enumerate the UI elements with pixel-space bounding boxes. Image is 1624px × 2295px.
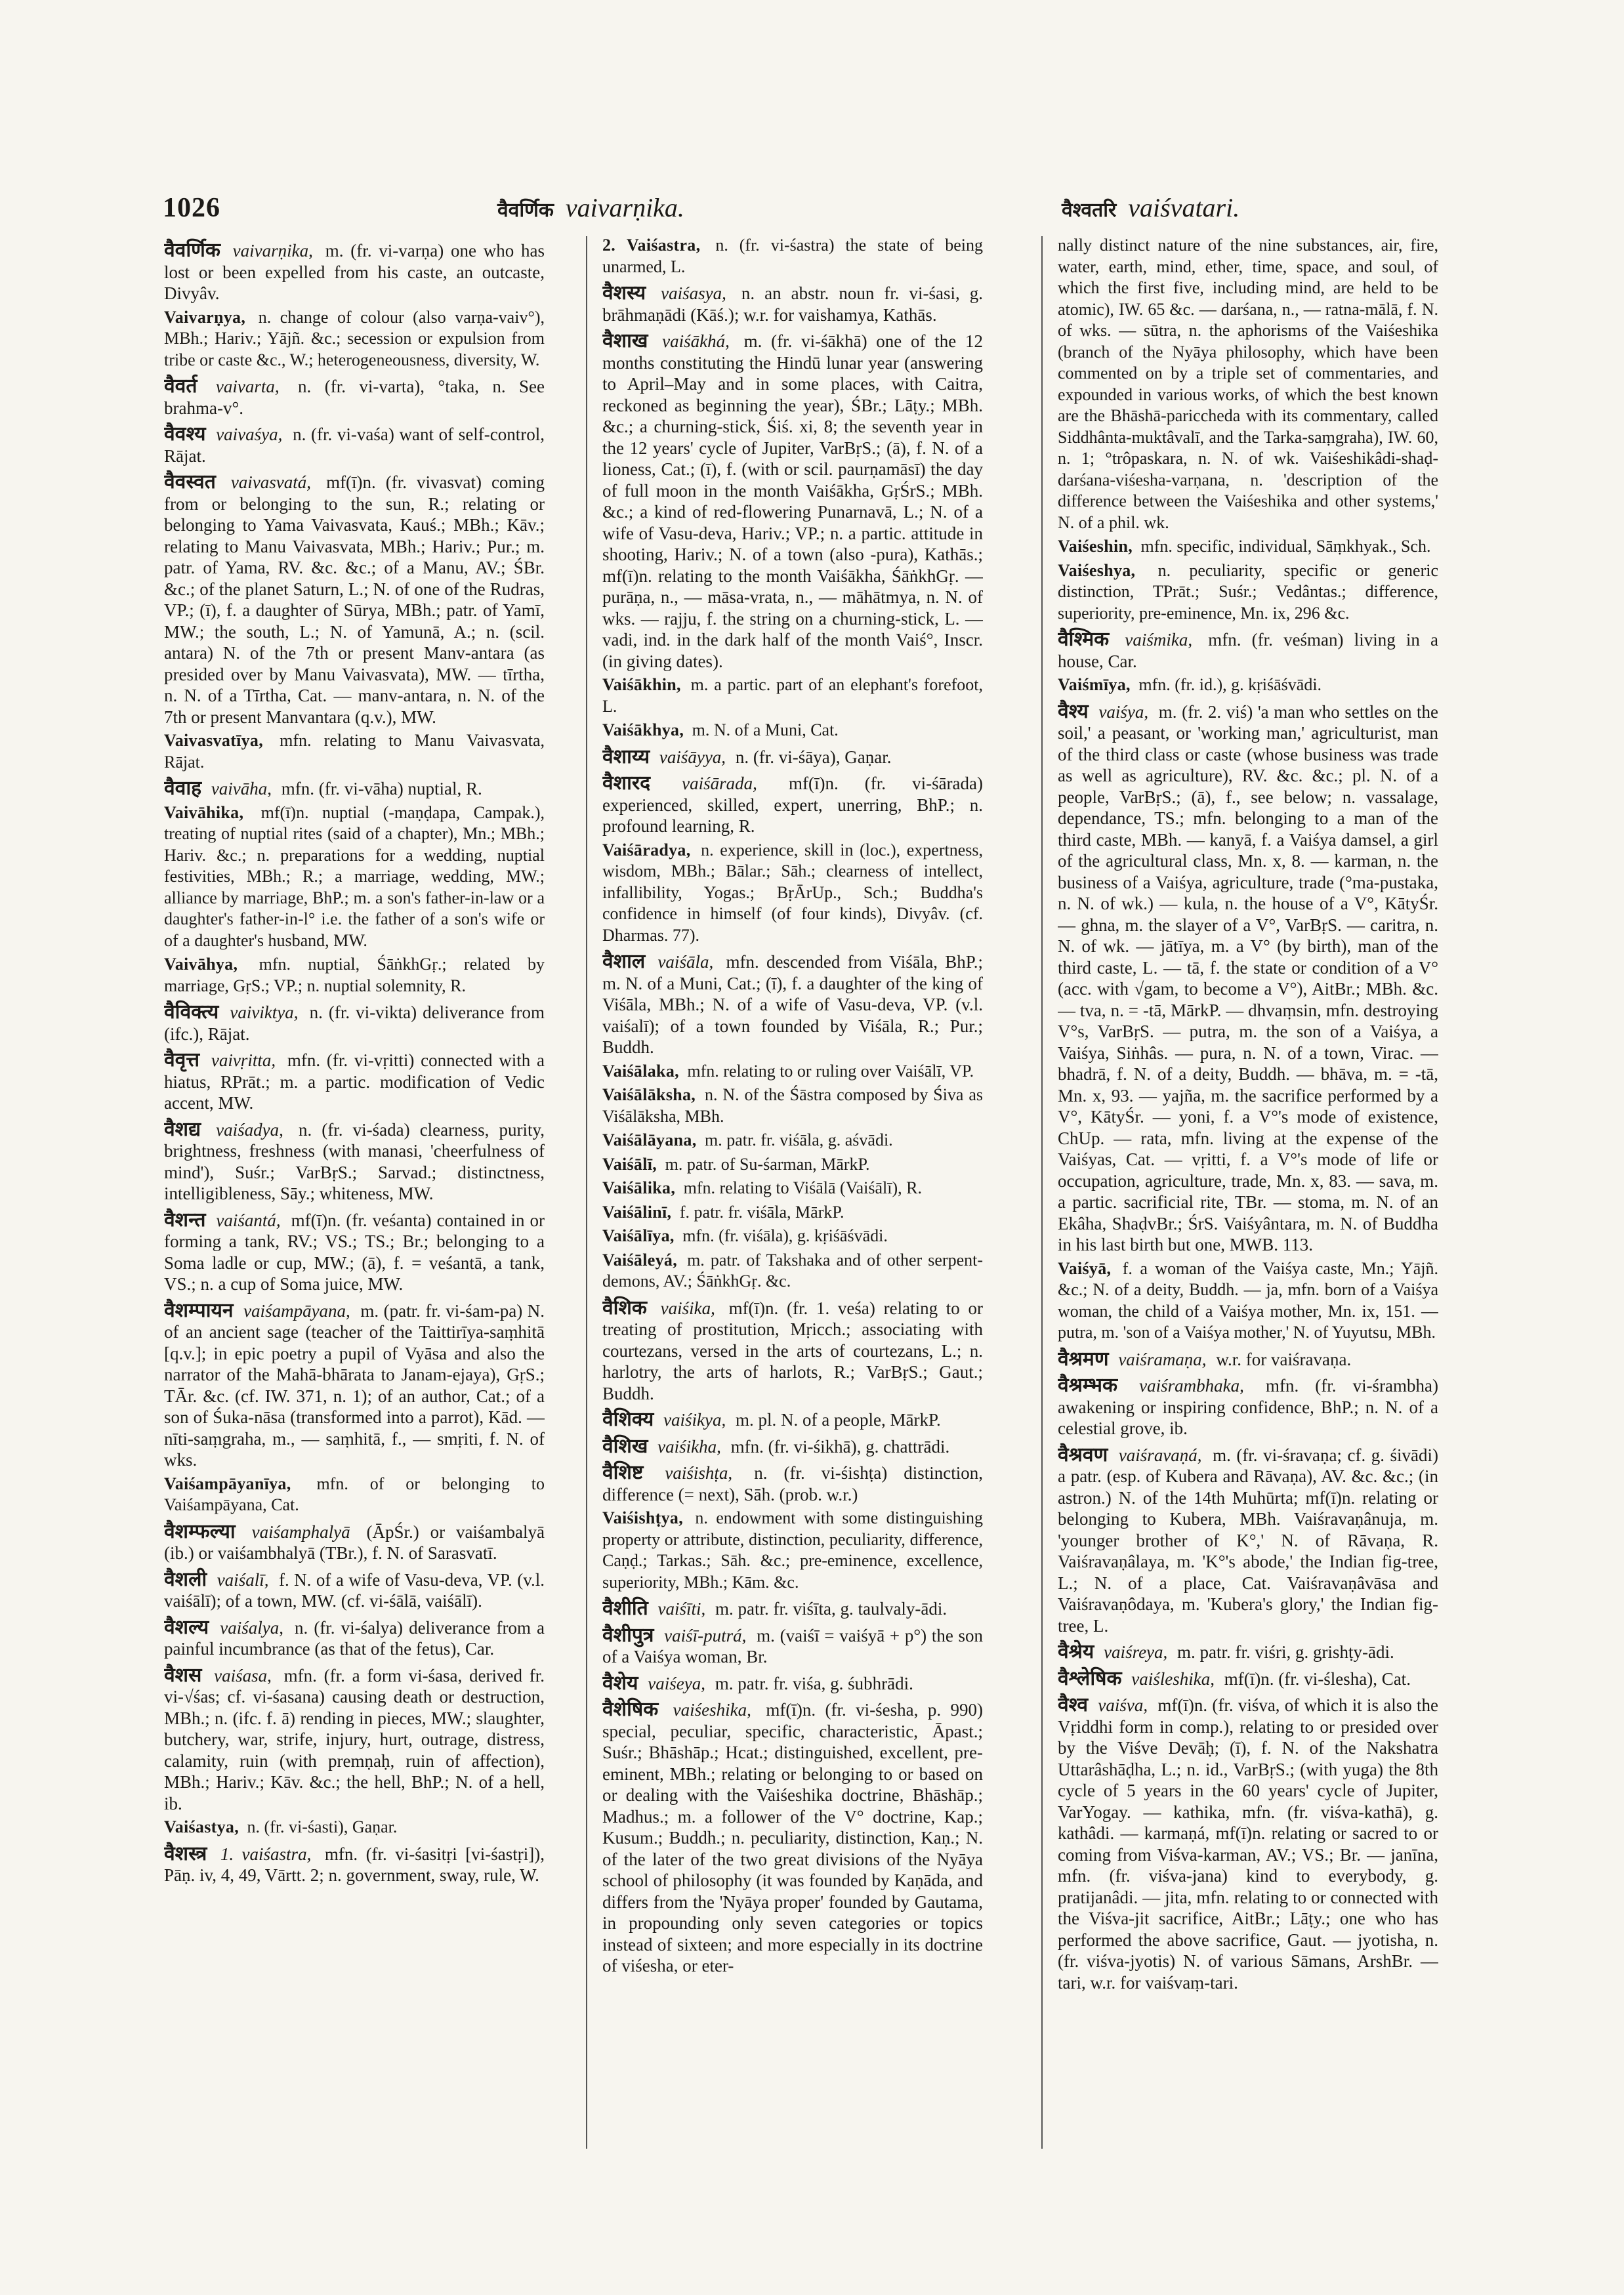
headword-roman: vaiśamphalyā bbox=[251, 1521, 350, 1542]
entry-definition: n. (fr. vi-śalya) deliverance from a painful incumbrance (as that of the fetus), Car. bbox=[164, 1617, 545, 1659]
column-2 bbox=[602, 235, 983, 2151]
entry-definition: w.r. for vaiśravaṇa. bbox=[1216, 1349, 1352, 1369]
headword-devanagari: वैशिक्य bbox=[602, 1408, 654, 1431]
headword-devanagari: वैशेय bbox=[602, 1671, 638, 1695]
headword-devanagari: वैवर्त bbox=[164, 375, 198, 398]
headword-devanagari: वैवश्य bbox=[164, 423, 206, 445]
dictionary-entry bbox=[602, 1462, 983, 1505]
entry-definition: n. an abstr. noun fr. vi-śasi, g. brāhmaṇādi (Kāś.); w.r. for vaishamya, Kathās. bbox=[602, 283, 983, 325]
headword-roman: vaiśreya, bbox=[1104, 1642, 1168, 1662]
headword-devanagari: वैवाह bbox=[164, 777, 202, 800]
entry-definition: m. pl. N. of a people, MārkP. bbox=[736, 1410, 941, 1430]
dictionary-subentry bbox=[602, 1508, 983, 1593]
entry-definition: m. patr. of Takshaka and of other serpent-demons, AV.; ŚāṅkhGṛ. &c. bbox=[602, 1250, 983, 1291]
headword-devanagari: वैशिष्ट bbox=[602, 1461, 644, 1484]
headword-roman: vaiśalya, bbox=[220, 1617, 283, 1638]
headword-devanagari: वैशाय्य bbox=[602, 745, 650, 768]
dictionary-subentry bbox=[602, 1226, 983, 1247]
headword-roman: vaivāha, bbox=[211, 779, 272, 798]
headword-roman: vaiśākhá, bbox=[662, 331, 730, 351]
entry-definition: n. (fr. vi-śishṭa) distinction, difference (= next), Sāh. (prob. w.r.) bbox=[602, 1463, 983, 1504]
dictionary-entry bbox=[164, 376, 545, 419]
entry-definition: mfn. (fr. vi-śasitṛi [vi-śastṛi]), Pāṇ. iv, 4, 49, Vārtt. 2; n. government, sway, rule, W. bbox=[164, 1844, 545, 1885]
headword-roman: vaiśya, bbox=[1098, 701, 1149, 722]
subentry-headword: Vaiśākhin, bbox=[602, 675, 681, 694]
dictionary-subentry bbox=[602, 1202, 983, 1224]
entry-definition: m. patr. fr. viśri, g. grishṭy-ādi. bbox=[1177, 1642, 1394, 1662]
page-number: 1026 bbox=[163, 193, 220, 223]
dictionary-entry bbox=[602, 747, 983, 768]
subentry-headword: Vaiśeshya, bbox=[1058, 560, 1136, 580]
entry-definition: m. patr. fr. viśāla, g. aśvādi. bbox=[705, 1130, 893, 1149]
headword-roman: vaiśasya, bbox=[661, 283, 726, 303]
entry-definition: mf(ī)n. (fr. vi-śesha, p. 990) special, peculiar, specific, characteristic, Āpast.; Suśr.; Bhāshāp.; Hcat.; distinguished, excellent, pre-eminent, MBh.; relating or belonging to or based on or dealing with the Vaiśeshika doctrine, Bhāshāp.; Madhus.; m. a follower of the V° doctrine, Kap.; Kusum.; Buddh.; n. peculiarity, distinction, Kaṇ.; N. of the later of the two great divisions of the Nyāya school of philosophy (it was founded by Kaṇāda, and differs from the 'Nyāya proper' founded by Gautama, in propounding only seven categories or topics instead of sixteen; and more especially in its doctrine of viśesha, or eter- bbox=[602, 1700, 983, 1975]
headword-roman: vaiśleshika, bbox=[1131, 1668, 1215, 1689]
dictionary-entry bbox=[602, 1436, 983, 1458]
headword-devanagari: वैशिक bbox=[602, 1296, 647, 1319]
headword-devanagari: वैवस्वत bbox=[164, 470, 216, 493]
subentry-headword: 2. Vaiśastra, bbox=[602, 236, 701, 255]
dictionary-entry bbox=[164, 1617, 545, 1660]
entry-definition: m. (fr. vi-śravaṇa; cf. g. śivādi) a patr. (esp. of Kubera and Rāvaṇa), AV. &c. &c.; (in astron.) N. of the 14th Muhūrta; mf(ī)n. relating or belonging to Kubera, MBh. Vaiśravaṇânuja, m. 'younger brother of K°,' N. of Rāvaṇa, R. Vaiśravaṇâlaya, m. 'K°'s abode,' the Indian fig-tree, L.; N. of a place, Cat. Vaiśravaṇâvāsa and Vaiśravaṇôdaya, m. 'Kubera's glory,' the Indian fig-tree, L. bbox=[1058, 1445, 1438, 1636]
headword-roman: vaiśika, bbox=[660, 1298, 715, 1318]
entry-definition: mf(ī)n. (fr. vi-ślesha), Cat. bbox=[1224, 1668, 1411, 1689]
headword-devanagari: वैशिख bbox=[602, 1434, 648, 1458]
dictionary-entry bbox=[1058, 1445, 1438, 1637]
dictionary-entry bbox=[164, 1050, 545, 1114]
dictionary-subentry bbox=[1058, 674, 1438, 696]
headword-roman: 1. vaiśastra, bbox=[220, 1844, 312, 1864]
subentry-headword: Vaivāhya, bbox=[164, 955, 238, 974]
entry-definition: mfn. of or belonging to Vaiśampāyana, Cat. bbox=[164, 1474, 545, 1514]
dictionary-entry bbox=[164, 1119, 545, 1205]
left-running-head bbox=[497, 192, 684, 223]
entry-definition: n. (fr. vi-śada) clearness, purity, brightness, freshness (with manasi, 'cheerfulness of mind'), Suśr.; VarBṛS.; Sarvad.; distinctness, intelligibleness, Sāy.; whiteness, MW. bbox=[164, 1119, 545, 1203]
subentry-headword: Vaiśālinī, bbox=[602, 1202, 672, 1222]
dictionary-subentry bbox=[602, 1250, 983, 1292]
entry-definition: f. N. of a wife of Vasu-deva, VP. (v.l. vaiśālī); of a town, MW. (cf. vi-śālā, vaiśālī). bbox=[164, 1569, 545, 1611]
headword-roman: vaivṛitta, bbox=[211, 1050, 276, 1070]
entry-definition: n. (fr. vi-śāya), Gaṇar. bbox=[735, 747, 892, 767]
entry-definition: mfn. (fr. vi-śrambha) awakening or inspiring confidence, BhP.; n. N. of a celestial grove, ib. bbox=[1058, 1376, 1438, 1438]
entry-definition: m. N. of a Muni, Cat. bbox=[692, 720, 839, 739]
dictionary-entry bbox=[602, 1625, 983, 1668]
subentry-headword: Vaiśāleyá, bbox=[602, 1250, 677, 1270]
headword-roman: vaiśmika, bbox=[1125, 630, 1193, 650]
column-3 bbox=[1058, 235, 1438, 2151]
headword-roman: vaiśishṭa, bbox=[665, 1463, 733, 1483]
dictionary-entry bbox=[1058, 1642, 1438, 1663]
subentry-headword: Vaiśālaka, bbox=[602, 1061, 679, 1081]
entry-definition: mfn. (fr. viśāla), g. kṛiśāśvādi. bbox=[682, 1226, 888, 1245]
subentry-headword: Vaiśāradya, bbox=[602, 840, 691, 859]
headword-roman: vaivarta, bbox=[215, 377, 280, 396]
headword-devanagari: वैश्य bbox=[1058, 699, 1089, 723]
dictionary-subentry bbox=[164, 730, 545, 773]
dictionary-subentry bbox=[164, 802, 545, 952]
dictionary-subentry bbox=[602, 1130, 983, 1151]
entry-definition: mf(ī)n. nuptial (-maṇḍapa, Campak.), treating of nuptial rites (said of a chapter), Mn.; MBh.; Hariv. &c.; n. preparations for a wedding, nuptial festivities, MBh.; R.; a marriage, wedding, MW.; alliance by marriage, BhP.; m. a son's father-in-law or a daughter's father-in-l° i.e. the father of a son's wife or of a daughter's husband, MW. bbox=[164, 802, 545, 950]
subentry-headword: Vaiśālī, bbox=[602, 1154, 657, 1174]
dictionary-subentry bbox=[164, 307, 545, 371]
entry-definition: n. peculiarity, specific or generic distinction, TPrāt.; Suśr.; Vedântas.; difference, superiority, pre-eminence, Mn. ix, 296 &c. bbox=[1058, 560, 1438, 623]
dictionary-entry bbox=[164, 472, 545, 728]
entry-definition: n. experience, skill in (loc.), expertness, wisdom, MBh.; Bālar.; Sāh.; clearness of intellect, infallibility, Yogas.; BṛĀrUp., Sch.; Buddha's confidence in himself (of four kinds), Divyâv. (cf. Dharmas. 77). bbox=[602, 840, 983, 945]
subentry-headword: Vaiśālāksha, bbox=[602, 1085, 696, 1104]
dictionary-subentry bbox=[602, 235, 983, 278]
headword-devanagari: वैश्रमण bbox=[1058, 1347, 1109, 1371]
subentry-headword: Vaivāhika, bbox=[164, 802, 244, 822]
headword-roman: vaivarṇika, bbox=[232, 241, 313, 260]
entry-definition: f. patr. fr. viśāla, MārkP. bbox=[679, 1202, 844, 1222]
headword-roman: vaiśramaṇa, bbox=[1118, 1349, 1207, 1369]
entry-definition: mf(ī)n. (fr. vi-śārada) experienced, skilled, expert, unerring, BhP.; n. profound learning, R. bbox=[602, 774, 983, 836]
dictionary-subentry bbox=[602, 1154, 983, 1176]
entry-definition: mf(ī)n. (fr. vivasvat) coming from or belonging to the sun, R.; relating or belonging to Yama Vaivasvata, Kauś.; MBh.; Kāv.; relating to Manu Vaivasvata, MBh.; Hariv.; Pur.; m. patr. of Yama, RV. &c. &c.; of a Manu, AV.; ŚBr. &c.; of the planet Saturn, L.; N. of one of the Rudras, VP.; (ī), f. a daughter of Sūrya, MBh.; patr. of Yamī, MW.; the south, L.; N. of Yamunā, A.; n. (scil. antara) N. of the 7th or present Manv-antara (as presided over by Manu Vaivasvata), MW. — tīrtha, n. N. of a Tīrtha, Cat. — manv-antara, n. N. of the 7th or present Manvantara (q.v.), MW. bbox=[164, 472, 545, 727]
subentry-headword: Vaiśākhya, bbox=[602, 720, 684, 739]
dictionary-entry bbox=[1058, 1375, 1438, 1439]
headword-roman: vaiśāyya, bbox=[659, 747, 726, 767]
headword-devanagari: वैशाख bbox=[602, 329, 648, 352]
entry-definition: m. (fr. vi-varṇa) one who has lost or been expelled from his caste, an outcaste, Divyâv. bbox=[164, 241, 545, 303]
headword-roman: vaiśasa, bbox=[214, 1665, 272, 1685]
headword-roman: vaiśārada, bbox=[682, 774, 757, 793]
dictionary-subentry bbox=[602, 720, 983, 741]
headword-roman: vaiśīti, bbox=[657, 1599, 706, 1619]
dictionary-entry bbox=[164, 240, 545, 304]
entry-definition: m. patr. fr. viśa, g. śubhrādi. bbox=[715, 1673, 913, 1693]
subentry-headword: Vaiśālika, bbox=[602, 1178, 676, 1197]
headword-devanagari: वैश्रेय bbox=[1058, 1640, 1094, 1663]
headword-roman: vaiśampāyana, bbox=[243, 1300, 350, 1321]
headword-roman: vaiśikha, bbox=[657, 1436, 721, 1457]
headword-roman: vaiśadya, bbox=[216, 1119, 283, 1140]
entry-definition: n. (fr. vi-vikta) deliverance from (ifc.), Rājat. bbox=[164, 1003, 545, 1044]
right-running-head bbox=[1062, 192, 1239, 223]
entry-definition: n. (fr. vi-vaśa) want of self-control, Rājat. bbox=[164, 424, 545, 466]
headword-devanagari: वैशली bbox=[164, 1567, 207, 1591]
dictionary-entry bbox=[602, 1598, 983, 1620]
dictionary-entry bbox=[602, 1699, 983, 1977]
column-divider bbox=[1041, 236, 1043, 2149]
entry-definition: mfn. (fr. vi-vāha) nuptial, R. bbox=[281, 779, 482, 798]
entry-definition: f. a woman of the Vaiśya caste, Mn.; Yājñ. &c.; N. of a deity, Buddh. — ja, mfn. born of a Vaiśya woman, the child of a Vaiśya mother, Mn. ix, 151. — putra, m. 'son of a Vaiśya mother,' N. of Yuyutsu, MBh. bbox=[1058, 1258, 1438, 1342]
subentry-headword: Vaiśastya, bbox=[164, 1817, 239, 1836]
headword-roman: vaiśikya, bbox=[663, 1410, 726, 1430]
entry-definition: m. patr. fr. viśīta, g. taulvaly-ādi. bbox=[715, 1599, 947, 1619]
headword-roman: vaivaśya, bbox=[216, 424, 283, 444]
dictionary-entry bbox=[164, 1569, 545, 1612]
headword-roman: vaiśravaṇá, bbox=[1118, 1445, 1202, 1465]
dictionary-entry bbox=[164, 1665, 545, 1815]
subentry-headword: Vaiśyā, bbox=[1058, 1258, 1112, 1278]
headword-roman: vaiśī-putrá, bbox=[664, 1625, 747, 1645]
dictionary-subentry bbox=[602, 840, 983, 947]
dictionary-entry bbox=[602, 1298, 983, 1405]
entry-definition: n. N. of the Śāstra composed by Śiva as Viśālāksha, MBh. bbox=[602, 1085, 983, 1126]
subentry-headword: Vaiśampāyanīya, bbox=[164, 1474, 291, 1493]
headword-roman: vaiviktya, bbox=[230, 1003, 299, 1022]
dictionary-entry bbox=[1058, 1668, 1438, 1690]
entry-definition: mfn. specific, individual, Sāṃkhyak., Sch. bbox=[1140, 537, 1431, 556]
headword-devanagari: वैशस्त्र bbox=[164, 1842, 207, 1865]
dictionary-entry bbox=[164, 424, 545, 466]
entry-definition: mfn. relating to Manu Vaivasvata, Rājat. bbox=[164, 731, 545, 772]
dictionary-subentry bbox=[602, 1061, 983, 1083]
dictionary-subentry bbox=[1058, 536, 1438, 558]
dictionary-subentry bbox=[1058, 560, 1438, 625]
dictionary-entry bbox=[164, 1300, 545, 1471]
headword-devanagari: वैश्रम्भक bbox=[1058, 1374, 1118, 1397]
entry-definition: m. (fr. 2. viś) 'a man who settles on the soil,' a peasant, or 'working man,' agriculturist, man of the third class or caste (whose business was trade as well as agriculture), RV. &c. &c.; pl. N. of a people, VarBṛS.; (ā), f., see below; n. vassalage, dependance, TS.; mfn. belonging to a man of the third caste, MBh. — kanyā, f. a Vaiśya damsel, a girl of the agricultural class, Mn. x, 8. — karman, n. the business of a Vaiśya, agriculture, trade (°ma-pustaka, n. N. of wk.) — kula, n. the house of a V°, KātyŚr. — ghna, m. the slayer of a V°, VarBṛS. — caritra, n. N. of wk. — jātīya, m. a V° (by birth), man of the third caste, L. — tā, f. the state or condition of a V° (acc. with √gam, to become a V°), AitBr.; MBh. &c. — tva, n. = -tā, MārkP. — dhvaṃsin, mfn. destroying V°s, VarBṛS. — putra, m. the son of a Vaiśya, a Vaiśya, Siṅhâs. — pura, n. N. of a town, Virac. — bhadrā, f. N. of a deity, Buddh. — bhāva, m. = -tā, Mn. x, 93. — yajña, m. the sacrifice performed by a V°, KātyŚr. — yoni, f. a V°'s mode of existence, ChUp. — rata, mfn. living at the expense of the Vaiśyas, Cat. — vṛitti, f. a V°'s mode of life or occupation, agriculture, trade, Mn. x, 83. — sava, m. a partic. sacrificial rite, TBr. — stoma, m. N. of an Ekâha, ShaḍvBr.; ŚrS. Vaiśyântara, m. N. of Buddha in his last birth but one, MWB. 113. bbox=[1058, 701, 1438, 1254]
entry-definition: n. (fr. vi-varta), °taka, n. See brahma-v°. bbox=[164, 377, 545, 418]
headword-devanagari: वैशम्पायन bbox=[164, 1298, 234, 1322]
entry-definition: mfn. (fr. vi-vṛitti) connected with a hiatus, RPrāt.; m. a partic. modification of Vedic accent, MW. bbox=[164, 1050, 545, 1113]
headword-roman: vaiśantá, bbox=[216, 1210, 281, 1230]
page-header bbox=[163, 187, 1488, 233]
subentry-headword: Vaiśeshin, bbox=[1058, 537, 1133, 556]
headword-devanagari: वैशीपुत्र bbox=[602, 1623, 654, 1647]
column-1 bbox=[164, 235, 545, 2151]
headword-devanagari: वैवृत्त bbox=[164, 1048, 200, 1071]
headword-devanagari: वैशद्य bbox=[164, 1117, 201, 1141]
dictionary-subentry bbox=[1058, 1258, 1438, 1344]
dictionary-subentry bbox=[602, 1085, 983, 1127]
headword-devanagari: वैश्रवण bbox=[1058, 1443, 1108, 1466]
subentry-headword: Vaiśālīya, bbox=[602, 1226, 675, 1245]
headword-devanagari: वैश्व bbox=[1058, 1693, 1089, 1716]
entry-definition: mfn. (fr. id.), g. kṛiśāśvādi. bbox=[1138, 675, 1322, 694]
headword-devanagari: वैविक्त्य bbox=[164, 1001, 219, 1023]
headword-devanagari: वैवर्णिक bbox=[164, 239, 220, 262]
left-head-devanagari: वैवर्णिक bbox=[497, 199, 554, 222]
column-divider bbox=[586, 236, 587, 2149]
headword-devanagari: वैशस bbox=[164, 1663, 202, 1687]
subentry-headword: Vaivarṇya, bbox=[164, 307, 246, 327]
headword-devanagari: वैश्मिक bbox=[1058, 628, 1110, 651]
entry-definition: mf(ī)n. (fr. 1. veśa) relating to or treating of prostitution, Mṛicch.; associating with courtezans, versed in the arts of courtezans, L.; n. harlotry, the arts of harlots, R.; VarBṛS.; Gaut.; Buddh. bbox=[602, 1298, 983, 1403]
headword-roman: vaiśeya, bbox=[648, 1673, 705, 1693]
dictionary-entry bbox=[1058, 1695, 1438, 1993]
entry-definition: m. a partic. part of an elephant's forefoot, L. bbox=[602, 675, 983, 716]
dictionary-subentry bbox=[602, 674, 983, 717]
entry-definition: mf(ī)n. (fr. veśanta) contained in or forming a tank, RV.; VS.; TS.; Br.; belonging to a Soma ladle or cup, MW.; (ā), f. = veśantā, a tank, VS.; n. a cup of Soma juice, MW. bbox=[164, 1210, 545, 1294]
dictionary-entry bbox=[602, 1673, 983, 1695]
headword-devanagari: वैश्लेषिक bbox=[1058, 1666, 1122, 1690]
dictionary-subentry bbox=[164, 954, 545, 997]
headword-roman: vaiśāla, bbox=[657, 952, 714, 972]
subentry-headword: Vaivasvatīya, bbox=[164, 731, 264, 750]
entry-definition: mfn. descended from Viśāla, BhP.; m. N. of a Muni, Cat.; (ī), f. a daughter of the king of Viśāla, MBh.; N. of a wife of Vasu-deva, VP. (v.l. vaiśalī); of a town founded by Viśāla, R.; Pur.; Buddh. bbox=[602, 952, 983, 1057]
dictionary-entry bbox=[1058, 1349, 1438, 1371]
left-head-roman: vaivarṇika. bbox=[565, 193, 684, 222]
dictionary-entry bbox=[164, 778, 545, 800]
headword-roman: vaivasvatá, bbox=[230, 472, 312, 492]
headword-roman: vaiśrambhaka, bbox=[1139, 1376, 1244, 1396]
dictionary-subentry bbox=[164, 1817, 545, 1838]
dictionary-entry bbox=[164, 1844, 545, 1886]
dictionary-subentry bbox=[602, 1178, 983, 1199]
entry-definition: m. (patr. fr. vi-śam-pa) N. of an ancient sage (teacher of the Taittirīya-saṃhitā [q.v.]; in epic poetry a pupil of Vyāsa and also the narrator of the Mahā-bhārata to Janam-ejaya), GṛS.; TĀr. &c. (cf. IW. 371, n. 1); of an author, Cat.; of a son of Śuka-nāsa (transformed into a parrot), Kād. — nīti-saṃgraha, m., — saṃhitā, f., — smṛiti, f. N. of wks. bbox=[164, 1300, 545, 1470]
entry-definition: n. (fr. vi-śasti), Gaṇar. bbox=[247, 1817, 398, 1836]
entry-definition: m. patr. of Su-śarman, MārkP. bbox=[665, 1154, 870, 1174]
subentry-headword: Vaiśishṭya, bbox=[602, 1508, 683, 1527]
headword-devanagari: वैशल्य bbox=[164, 1615, 209, 1639]
entry-definition: mfn. (fr. veśman) living in a house, Car. bbox=[1058, 630, 1438, 671]
dictionary-entry bbox=[602, 773, 983, 837]
entry-definition: m. (vaiśī = vaiśyā + p°) the son of a Vaiśya woman, Br. bbox=[602, 1625, 983, 1666]
headword-devanagari: वैशेषिक bbox=[602, 1698, 659, 1721]
entry-definition: m. (fr. vi-śākhā) one of the 12 months constituting the Hindū lunar year (answering to April–May and in some places, with Caitra, reckoned as beginning the year), ŚBr.; Lāṭy.; MBh. &c.; a churning-stick, Śiś. xi, 8; the seventh year in the 12 years' cycle of Jupiter, VarBṛS.; (ā), f. N. of a lioness, Cat.; (ī), f. (with or scil. paurṇamāsī) the day of full moon in the month Vaiśākha, GṛŚrS.; MBh. &c.; a kind of red-flowering Punarnavā, L.; N. of a wife of Vasu-deva, Hariv.; VP.; n. a partic. attitude in shooting, Hariv.; N. of a town (also -pura), Kathās.; mf(ī)n. relating to the month Vaiśākha, ŚāṅkhGṛ. — purāṇa, n., — māsa-vrata, n., — māhātmya, n. N. of wks. — rajju, f. the string on a churning-stick, L. — vadi, ind. in the dark half of the month Vaiś°, Inscr. (in giving dates). bbox=[602, 331, 983, 671]
dictionary-entry bbox=[1058, 701, 1438, 1256]
right-head-roman: vaiśvatari. bbox=[1128, 193, 1240, 222]
dictionary-subentry bbox=[1058, 235, 1438, 533]
entry-definition: (ĀpŚr.) or vaiśambalyā (ib.) or vaiśambhalyā (TBr.), f. N. of Sarasvatī. bbox=[164, 1521, 545, 1563]
entry-definition: mfn. relating to Viśālā (Vaiśālī), R. bbox=[683, 1178, 922, 1197]
dictionary-entry bbox=[164, 1002, 545, 1044]
headword-devanagari: वैशाल bbox=[602, 950, 646, 973]
entry-definition: nally distinct nature of the nine substances, air, fire, water, earth, mind, ether, time, space, and soul, of which the first five, including mind, are held to be atomic), IW. 65 &c. — darśana, n., — ratna-mālā, f. N. of wks. — sūtra, n. the aphorisms of the Vaiśeshika (branch of the Nyāya philosophy, which have been commented on by a triple set of commentaries, and expounded in various works, of which the best known are the Bhāshā-pariccheda with its commentary, called Siddhânta-muktâvalī, and the Tarka-saṃgraha), IW. 60, n. 1; °trôpaskara, n. N. of wk. Vaiśeshikâdi-shaḍ-darśana-viśesha-varṇana, n. 'description of the difference between the Vaiśeshika and other systems,' N. of a phil. wk. bbox=[1058, 236, 1438, 532]
headword-devanagari: वैशम्फल्या bbox=[164, 1520, 236, 1543]
dictionary-entry bbox=[602, 1409, 983, 1431]
entry-definition: mfn. nuptial, ŚāṅkhGṛ.; related by marriage, GṛS.; VP.; n. nuptial solemnity, R. bbox=[164, 955, 545, 995]
entry-definition: n. endowment with some distinguishing property or attribute, distinction, peculiarity, difference, Caṇḍ.; Tarkas.; Sāh. &c.; pre-eminence, excellence, superiority, MBh.; Kām. &c. bbox=[602, 1508, 983, 1592]
entry-definition: mfn. relating to or ruling over Vaiśālī, VP. bbox=[687, 1061, 974, 1081]
dictionary-entry bbox=[1058, 629, 1438, 672]
dictionary-entry bbox=[164, 1521, 545, 1564]
entry-definition: n. (fr. vi-śastra) the state of being unarmed, L. bbox=[602, 236, 983, 276]
subentry-headword: Vaiśālāyana, bbox=[602, 1130, 697, 1149]
entry-definition: n. change of colour (also varṇa-vaiv°), MBh.; Hariv.; Yājñ. &c.; secession or expulsion from tribe or caste &c., W.; heterogeneousness, diversity, W. bbox=[164, 307, 545, 369]
subentry-headword: Vaiśmīya, bbox=[1058, 675, 1131, 694]
dictionary-entry bbox=[602, 951, 983, 1058]
headword-devanagari: वैशीति bbox=[602, 1597, 648, 1620]
dictionary-entry bbox=[602, 331, 983, 672]
headword-roman: vaiśalī, bbox=[217, 1569, 269, 1590]
headword-devanagari: वैशारद bbox=[602, 772, 651, 795]
right-head-devanagari: वैश्वतरि bbox=[1062, 199, 1117, 222]
dictionary-entry bbox=[164, 1210, 545, 1295]
dictionary-subentry bbox=[164, 1474, 545, 1516]
entry-definition: mfn. (fr. a form vi-śasa, derived fr. vi-√śas; cf. vi-śasana) causing death or destruction, MBh.; n. (ifc. f. ā) rending in pieces, MW.; slaughter, butchery, war, strife, injury, hurt, outrage, distress, calamity, ruin (with premṇaḥ, ruin of affection), MBh.; Hariv.; Kāv. &c.; the hell, BhP.; N. of a hell, ib. bbox=[164, 1665, 545, 1813]
entry-definition: mf(ī)n. (fr. viśva, of which it is also the Vṛiddhi form in comp.), relating to or presided over by the Viśve Devāḥ; (ī), f. N. of the Nakshatra Uttarâshāḍha, L.; n. id., VarBṛS.; (with yuga) the 8th cycle of 5 years in the 60 years' cycle of Jupiter, VarYogay. — kathika, mfn. (fr. viśva-kathā), g. kathâdi. — karmaṇá, mf(ī)n. relating or sacred to or coming from Viśva-karman, AV.; VS.; Br. — janīna, mfn. (fr. viśva-jana) kind to everybody, g. pratijanâdi. — jita, mfn. relating to or connected with the Viśva-jit sacrifice, AitBr.; Lāṭy.; one who has performed the above sacrifice, Gaut. — jyotisha, n. (fr. viśva-jyotis) N. of various Sāmans, ArshBr. — tari, w.r. for vaiśvaṃ-tari. bbox=[1058, 1695, 1438, 1993]
headword-devanagari: वैशस्य bbox=[602, 281, 646, 304]
entry-definition: mfn. (fr. vi-śikhā), g. chattrādi. bbox=[730, 1436, 950, 1457]
headword-devanagari: वैशन्त bbox=[164, 1208, 206, 1231]
headword-roman: vaiśeshika, bbox=[673, 1700, 751, 1720]
headword-roman: vaiśva, bbox=[1098, 1695, 1148, 1715]
dictionary-entry bbox=[602, 283, 983, 325]
